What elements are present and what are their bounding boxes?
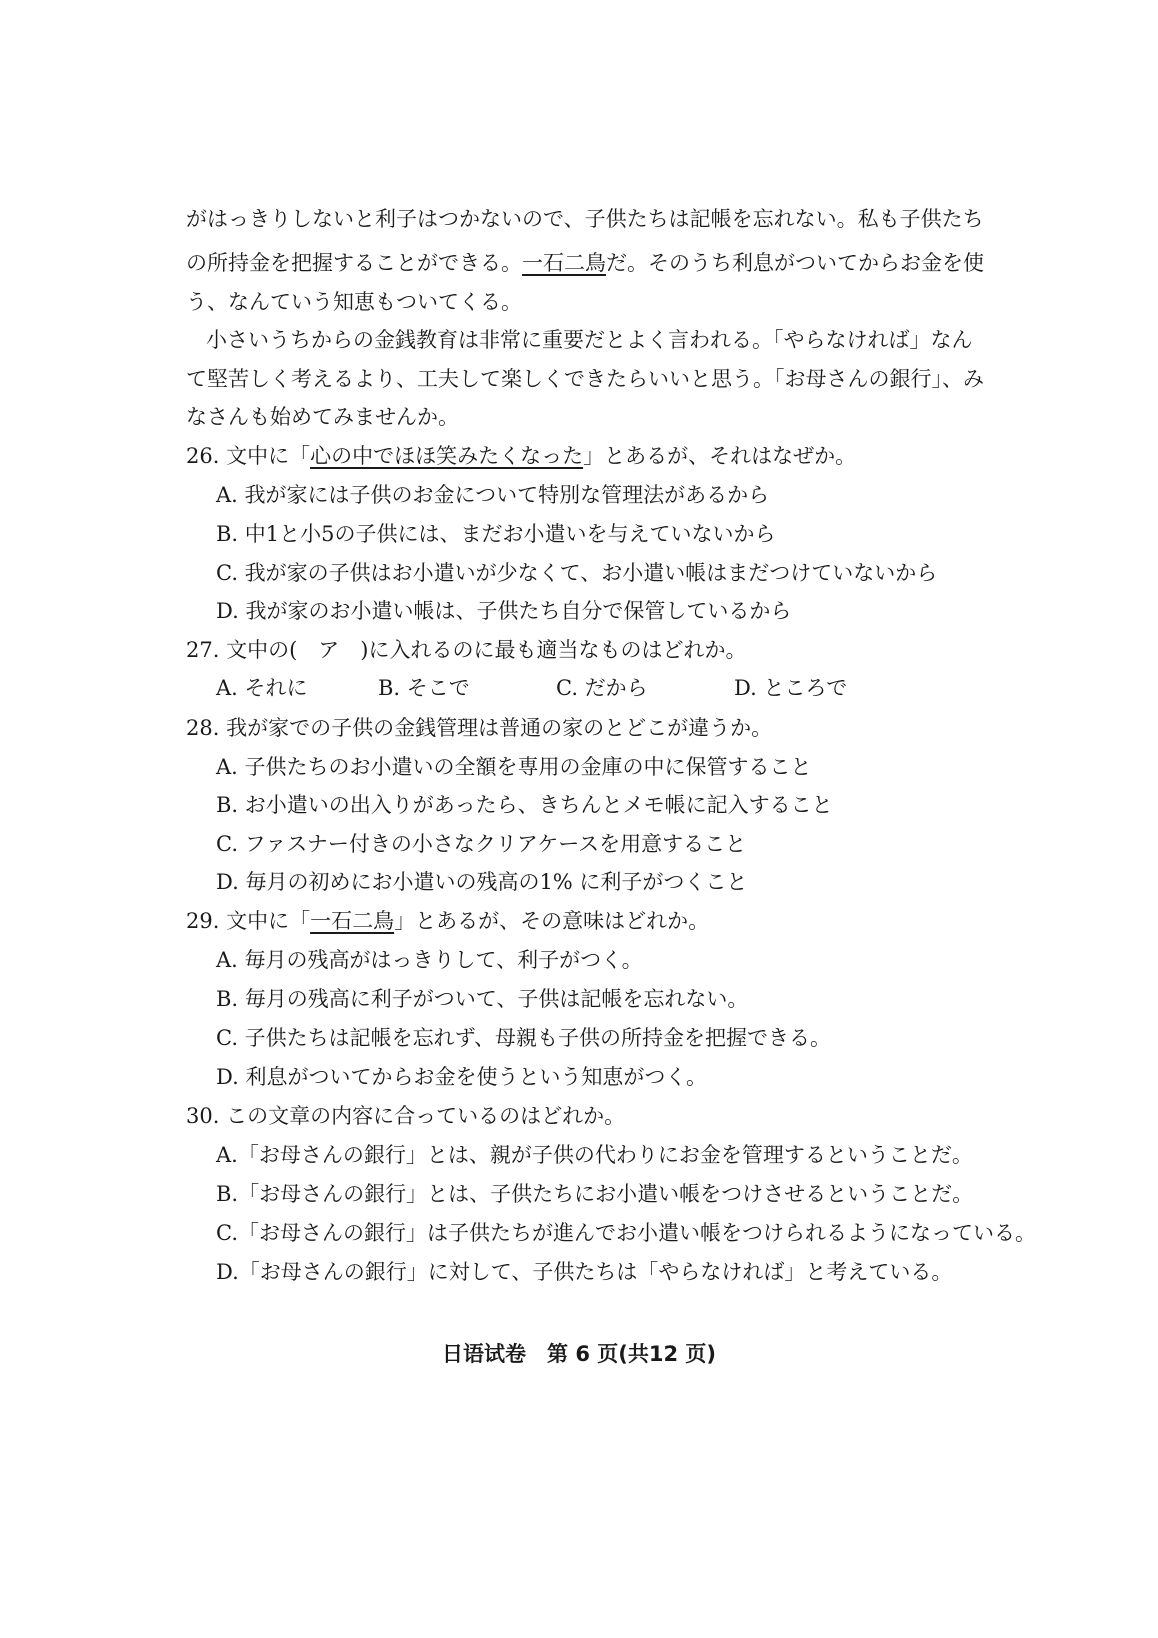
- question-text: 29. 文中に「: [186, 909, 311, 933]
- option-29-b[interactable]: B. 毎月の残高に利子がついて、子供は記帳を忘れない。: [216, 987, 749, 1011]
- option-26-a[interactable]: A. 我が家には子供のお金について特別な管理法があるから: [216, 483, 770, 507]
- question-27: 27. 文中の( ア )に入れるのに最も適当なものはどれか。: [186, 638, 747, 662]
- option-28-a[interactable]: A. 子供たちのお小遣いの全額を専用の金庫の中に保管すること: [216, 755, 812, 779]
- passage-line: 小さいうちからの金銭教育は非常に重要だとよく言われる。「やらなければ」なん: [206, 328, 973, 352]
- page-footer: 日语试卷 第 6 页(共12 页): [442, 1342, 716, 1366]
- option-27-a[interactable]: A. それに: [216, 676, 308, 700]
- question-text: 」とあるが、その意味はどれか。: [394, 909, 710, 933]
- option-28-b[interactable]: B. お小遣いの出入りがあったら、きちんとメモ帳に記入すること: [216, 793, 833, 817]
- question-30: 30. この文章の内容に合っているのはどれか。: [186, 1104, 626, 1128]
- option-30-c[interactable]: C.「お母さんの銀行」は子供たちが進んでお小遣い帳をつけられるようになっている。: [216, 1221, 1036, 1245]
- passage-text: の所持金を把握することができる。: [186, 251, 522, 275]
- option-29-c[interactable]: C. 子供たちは記帳を忘れず、母親も子供の所持金を把握できる。: [216, 1026, 831, 1050]
- question-text: 26. 文中に「: [186, 444, 311, 468]
- option-27-b[interactable]: B. そこで: [378, 676, 470, 700]
- option-29-a[interactable]: A. 毎月の残高がはっきりして、利子がつく。: [216, 948, 643, 972]
- question-26: [186, 442, 976, 470]
- passage-line: う、なんていう知恵もついてくる。: [186, 290, 522, 314]
- question-29: [186, 907, 976, 935]
- option-30-d[interactable]: D.「お母さんの銀行」に対して、子供たちは「やらなければ」と考えている。: [216, 1260, 953, 1284]
- underlined-phrase: 一石二鳥: [310, 909, 395, 933]
- option-30-a[interactable]: A.「お母さんの銀行」とは、親が子供の代わりにお金を管理するということだ。: [216, 1143, 973, 1167]
- passage-line: がはっきりしないと利子はつかないので、子供たちは記帳を忘れない。私も子供たち: [186, 207, 984, 231]
- option-27-d[interactable]: D. ところで: [734, 676, 848, 700]
- passage-text: だ。そのうち利息がついてからお金を使: [606, 251, 984, 275]
- underlined-phrase: 一石二鳥: [522, 251, 606, 275]
- option-30-b[interactable]: B.「お母さんの銀行」とは、子供たちにお小遣い帳をつけさせるということだ。: [216, 1182, 974, 1206]
- option-28-d[interactable]: D. 毎月の初めにお小遣いの残高の1% に利子がつくこと: [216, 870, 748, 894]
- passage-line: なさんも始めてみませんか。: [186, 405, 459, 429]
- question-28: 28. 我が家での子供の金銭管理は普通の家のとどこが違うか。: [186, 716, 773, 740]
- option-26-d[interactable]: D. 我が家のお小遣い帳は、子供たち自分で保管しているから: [216, 599, 792, 623]
- option-26-b[interactable]: B. 中1と小5の子供には、まだお小遣いを与えていないから: [216, 522, 776, 546]
- option-29-d[interactable]: D. 利息がついてからお金を使うという知恵がつく。: [216, 1065, 708, 1089]
- passage-line: て堅苦しく考えるより、工夫して楽しくできたらいいと思う。「お母さんの銀行」、み: [186, 367, 984, 391]
- question-text: 」とあるが、それはなぜか。: [583, 444, 857, 468]
- underlined-phrase: 心の中でほほ笑みたくなった: [310, 444, 584, 468]
- option-28-c[interactable]: C. ファスナー付きの小さなクリアケースを用意すること: [216, 832, 747, 856]
- option-26-c[interactable]: C. 我が家の子供はお小遣いが少なくて、お小遣い帳はまだつけていないから: [216, 561, 938, 585]
- option-27-c[interactable]: C. だから: [556, 676, 648, 700]
- passage-line: [186, 249, 984, 277]
